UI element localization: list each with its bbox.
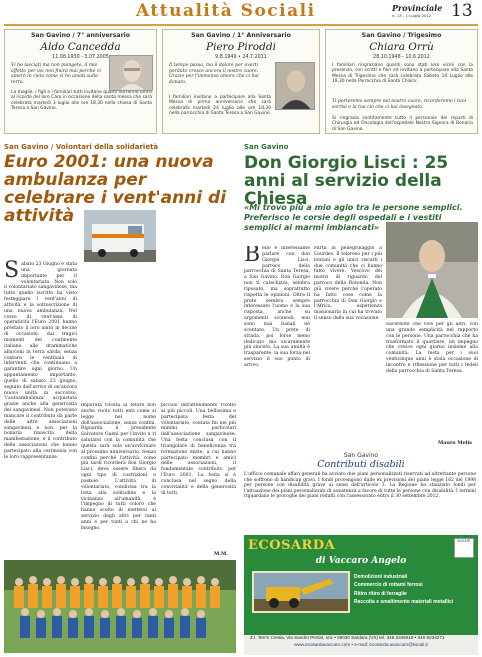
ad-service-item: Ritiro ritiro di ferraglie <box>354 590 407 597</box>
obituary-thanks: Si ringrazia sentitamente tutto il personale dei reparti di Chirurgia ed Oncologia dell'ospedale Nostra Signora di Bonaria di San Gavino. <box>332 116 473 132</box>
cert-label: SINCERT <box>457 539 471 543</box>
page-header <box>0 0 482 24</box>
obituary-category: San Gavino / 7° anniversario <box>30 32 131 39</box>
issue-date: n. 13 - 1 Luglio 2012 <box>392 13 432 18</box>
ad-address: Z.I. Terr'e Cresia, Via Sandro Pertini, snc • 09030 Sardara (VS) tel. 348 3346016 • 340 9234271 <box>250 635 445 640</box>
drop-cap: B <box>244 246 261 267</box>
certification-badge <box>454 538 474 558</box>
ambulance-image <box>84 210 156 262</box>
ad-service-item: Demolizioni industriali <box>354 574 408 580</box>
article-column <box>244 246 310 448</box>
article-signature: M.M. <box>214 551 228 557</box>
article-text: ello e interessante parlare con don Giorgio Lisci, parroco della parrocchia di Santa Teresa, a San Gavino. Don Giorgio non ti catechizza, sembra riposato, ma soprattutto rispetta le opinioni. Oltre il prete sembra sempre interessato l'uomo e la sua risposta, anche su argomenti scomodi, non sono mai banali né scontate. Un prete di strada, poi forse meno dedicato ma sicuramente più sincero. La sua umiltà è trasparente, la sua forza nel servizio il suo punto di arrivo. <box>244 246 310 368</box>
article-column <box>314 246 382 448</box>
article-text: Sacerdote che vive per gli altri, con una grande semplicità nel rapporto con le persone. Una parrocchia che ha trasformato il quartiere, un impegno che cresce ogni giorno insieme alla comunità. La festa per i suoi venticinque anni è stata occasione di incontro e riflessione per tutti i fedeli della parrocchia di Santa Teresa. <box>386 322 478 374</box>
obituary-card <box>4 29 157 134</box>
contrib-title: Contributi disabili <box>317 459 405 470</box>
obituary-poem: Ti porteremo sempre nel nostro cuore, ricorderemo i tuoi sorrisi e la tua ciò che ci hai insegnato. <box>332 99 467 110</box>
article-text: abato 23 Giugno è stata una giornata importante per il volontariato. Non solo il volontariato sangavinese, ma tutto quello iscritto ha visto festeggiare i vent'anni di attività e la sottoscrizione di una nuova ambulanza. Nel corso di vent'anni di operatività l'Euro 2001 hanno prestato il loro aiuto in decine di occasioni, dai tragici momenti del continente italiano alle drammatiche alluvioni in terra sarda, senza contare le centinaia di interventi che continuano a garantire ogni giorno. Un appuntamento importante, quello di sabato 23 giugno, seguito dall'arrivo di un'ancora nuova unità in soccorso, 'l'autoambulanza' acquistata grazie anche alla generosità dei sangavinesi. Non potevano mancare il contributo da parte delle altre associazioni sangavinesi e non, per la bonaria rinascita della manifestazione, e il contributo delle associazioni che hanno partecipato alla cerimonia con le loro rappresentanze. <box>4 262 77 460</box>
article-headline: Euro 2001: una nuova ambulanza per celebrare i vent'anni di attività <box>4 152 227 226</box>
article-text: piccolo intrattenimento rivolto ai più piccoli. Una bellissima e partecipata festa del volontariato, contata fin nei più minimi particolari dall'associazione sangavinese. Una festa conclusa con il triangolare di beneficenza tra formazione miste, a cui hanno partecipato membri e amici delle associazioni, il fondamentale contributo per l'Euro 2001. La festa si è conclusa nel segno della convivialità e della generosità di tutti. <box>161 403 236 496</box>
contrib-text: L'ufficio comunale affari generali ha avviato due piani personalizzati riservati ad altrettante persone che soffrono di handicap gravi. I fondi provengono dalle ex previsioni del piano legge 162 del 1998 per persone con disabilità grave ai sensi dell'articolo 3. La Regione ha stanziato fondi per l'attuazione dei piani personalizzati di assistenza a favore di tutte le persone con disabilità. I termini riguardano le proroghe dei piani redatti con l'assessorato entro il 30 settembre 2012. <box>244 472 476 500</box>
drop-cap: S <box>4 258 20 283</box>
portrait-photo <box>275 62 315 110</box>
obituary-card <box>325 29 478 134</box>
obituary-text: I familiari ringraziano quanti sono stati loro vicini con la presenza, con scritti e fiori ed invitano a partecipare alla Santa Messa di Trigesimo che sarà celebrata Sabato 14 Luglio alle 19,30 nella Parrocchia di Santa Chiara. <box>332 63 473 85</box>
obituary-poem: Vi ho lasciati ma non piangete, il mio affetto per voi non finirà mai perché vi amerò in cielo come vi ho amati sulla terra. <box>11 63 101 85</box>
section-label: San Gavino / Volontari della solidarietà <box>4 143 159 151</box>
page-number: 13 <box>451 1 473 21</box>
portrait-image <box>110 56 153 91</box>
contrib-category: San Gavino <box>343 452 379 459</box>
article-column <box>161 403 236 551</box>
article-text: Partii in pellegrinaggio a Lourdes. Il telereso per i più lontani e gli unici riscatti i due comunità che ci hanno fatto vivere. Vescovo dei motivi di riguardo del parroco della Rotonda. Non più vivere perché l'operato ha fatto cose come la parrocchia di Don Giorgio e l'Africa, esperienza missionaria in cui ha trovato il senso della sua vocazione. <box>314 246 382 322</box>
article-deck: «Mi trovo più a mio agio tra le persone semplici. Preferisco le corsie degli ospedali e i vestiti semplici ai marmi imbiancati» <box>244 203 463 232</box>
ambulance-photo <box>84 210 156 262</box>
machinery-photo <box>252 571 350 613</box>
advertisement <box>244 535 478 655</box>
article-column <box>386 322 478 448</box>
obituary-dates: 9.8.1949 • 24.7.2011 <box>215 55 267 60</box>
obituary-card <box>162 29 320 134</box>
article-text: imporatà rivolta al fetore non anche vuoto tutti enti come si legge nel nome dell'associazione, senza confini. Riguarda il presidente Salvatore Gaeni per l'invito a ri salutarsi con la comunità che questa sarà sola un'avvicinare al prossimo anniversario. Senza confini perché l'attività, come più tardi ricorderà don Giorgio Lisci, deve essere libera da ogni tipo di costrizioni e pastoie. L'attività di volontariato, condivisa tra la lotta alla solitudine e la vicinanza all'umanità, è l'impegno di tutti coloro che hanno scelto di mettersi al servizio degli altri per tanti anni e per tanti a chi ne ha bisogno. <box>81 403 156 531</box>
priest-image <box>386 222 478 318</box>
portrait-photo <box>109 55 153 91</box>
newspaper-brand: Provinciale <box>392 3 443 13</box>
ad-web-email: www.ecosardavaccaro.com • e-mail: ecosarda.avaccaro@tiscali.it <box>294 641 428 647</box>
obituary-name: Piero Piroddi <box>206 41 276 53</box>
priest-photo <box>386 222 478 318</box>
ad-brand: ECOSARDA <box>248 538 336 553</box>
portrait-image <box>276 63 315 110</box>
article-column <box>81 403 156 557</box>
ad-service-item: Raccolta e smaltimento materiali metallici <box>354 599 454 606</box>
obituary-name: Aldo Cancedda <box>40 41 121 53</box>
header-rule <box>4 24 478 26</box>
obituary-dates: 28.10.1948 - 10.6.2012 <box>373 55 430 60</box>
obituary-dates: 11.08.1930 - 3.07.2005 <box>52 55 109 60</box>
machinery-image <box>254 573 348 611</box>
ad-services-list <box>354 573 474 607</box>
ad-brand-sub: di Vaccaro Angelo <box>315 556 407 566</box>
team-image <box>4 560 236 653</box>
team-photo <box>4 560 236 653</box>
ad-service-item: Commercio di rottami ferrosi <box>354 582 423 589</box>
obituary-category: San Gavino / 1° Anniversario <box>191 32 291 39</box>
article-headline: Don Giorgio Lisci : 25 anni al servizio della Chiesa <box>244 153 449 209</box>
section-label: San Gavino <box>244 143 289 151</box>
obituary-poem: Il tempo passa, ma il dolore per averti perduto cresce ancora il nostro cuore. Grazie per l'immenso amore che ci hai donato. <box>169 63 259 85</box>
obituary-text: La moglie, i figli e i familiari tutti invitano quanti vorranno unirsi al ricordo del loro Caro in occasione della santa messa che sarà celebrata martedì 3 luglio alle ore 18,30 nella chiesa di Santa Teresa a San Gavino. <box>11 90 152 112</box>
ad-contact-bar <box>244 635 478 655</box>
obituary-category: San Gavino / Trigesimo <box>361 32 442 39</box>
article-signature: Mauro Melis <box>438 440 473 446</box>
article-column <box>4 258 77 461</box>
section-title: Attualità Sociali <box>136 1 316 21</box>
obituary-name: Chiara Orrù <box>369 41 434 53</box>
obituary-text: I familiari invitano a partecipare alla Santa Messa di primo anniversario che sarà celebrata martedì 24 luglio alle ore 18,30 nella parrocchia di Santa Teresa a San Gavino. <box>169 95 271 117</box>
